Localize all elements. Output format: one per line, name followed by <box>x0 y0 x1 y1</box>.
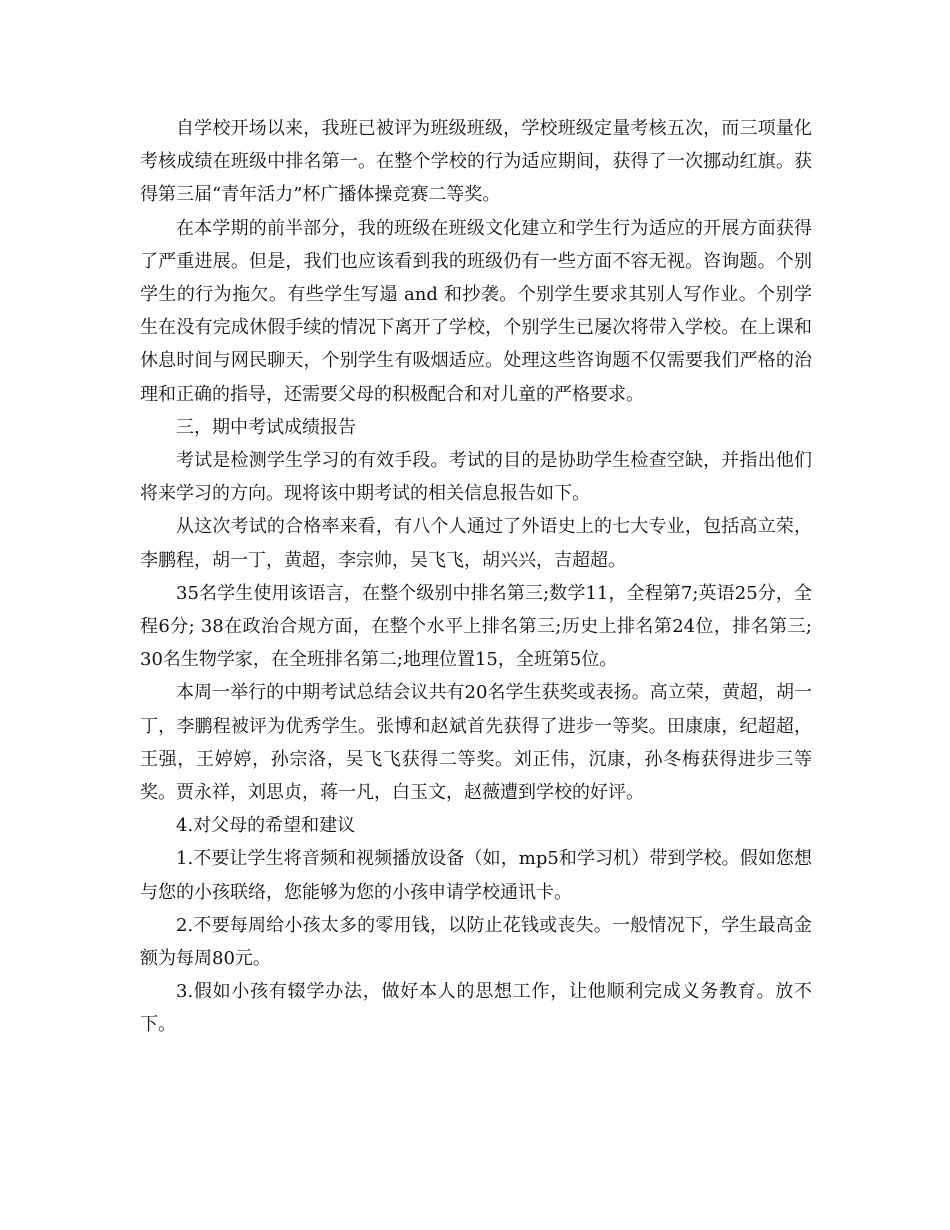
section-heading-midterm-report: 三，期中考试成绩报告 <box>176 416 356 438</box>
paragraph-subject-rankings: 35名学生使用该语言，在整个级别中排名第三;数学11，全程第7;英语25分，全程6分; 38在政治合规方面，在整个水平上排名第三;历史上排名第24位，排名第三; 30名生物学家，在全班排名第二;地理位置15，全班第5位。 <box>140 582 812 671</box>
paragraph-class-honors: 自学校开场以来，我班已被评为班级班级，学校班级定量考核五次，而三项量化考核成绩在班级中排名第一。在整个学校的行为适应期间，获得了一次挪动红旗。获得第三届“青年活力”杯广播体操竞赛二等奖。 <box>140 118 812 206</box>
paragraph-class-problems: 在本学期的前半部分，我的班级在班级文化建立和学生行为适应的开展方面获得了严重进展。但是，我们也应该看到我的班级仍有一些方面不容无视。咨询题。个别学生的行为拖欠。有些学生写遢 and 和抄袭。个别学生要求其别人写作业。个别学生在没有完成休假手续的情况下离开了学校，个别学生已屡次将带入学校。在上课和休息时间与网民聊天，个别学生有吸烟适应。处理这些咨询题不仅需要我们严格的治理和正确的指导，还需要父母的积极配合和对儿童的严格要求。 <box>140 217 812 405</box>
paragraph-awards: 本周一举行的中期考试总结会议共有20名学生获奖或表扬。高立荣，黄超，胡一丁，李鹏程被评为优秀学生。张博和赵斌首先获得了进步一等奖。田康康，纪超超，王强，王婷婷，孙宗洛，吴飞飞获得二等奖。刘正伟，沉康，孙冬梅获得进步三等奖。贾永祥，刘思贞，蒋一凡，白玉文，赵薇遭到学校的好评。 <box>140 682 812 804</box>
paragraph-pass-rate: 从这次考试的合格率来看，有八个人通过了外语史上的七大专业，包括高立荣，李鹏程，胡一丁，黄超，李宗帅，吴飞飞，胡兴兴，吉超超。 <box>140 516 812 571</box>
document-body <box>140 112 812 1042</box>
paragraph-exam-purpose: 考试是检测学生学习的有效手段。考试的目的是协助学生检查空缺，并指出他们将来学习的方向。现将该中期考试的相关信息报告如下。 <box>140 450 812 505</box>
suggestion-item-2: 2.不要每周给小孩太多的零用钱，以防止花钱或丧失。一般情况下，学生最高金额为每周80元。 <box>140 914 812 970</box>
suggestion-item-1: 1.不要让学生将音频和视频播放设备（如，mp5和学习机）带到学校。假如您想与您的小孩联络，您能够为您的小孩申请学校通讯卡。 <box>140 848 812 903</box>
suggestion-item-3: 3.假如小孩有辍学办法，做好本人的思想工作，让他顺利完成义务教育。放不下。 <box>140 981 812 1036</box>
section-heading-parent-suggestions: 4.对父母的希望和建议 <box>176 815 356 837</box>
